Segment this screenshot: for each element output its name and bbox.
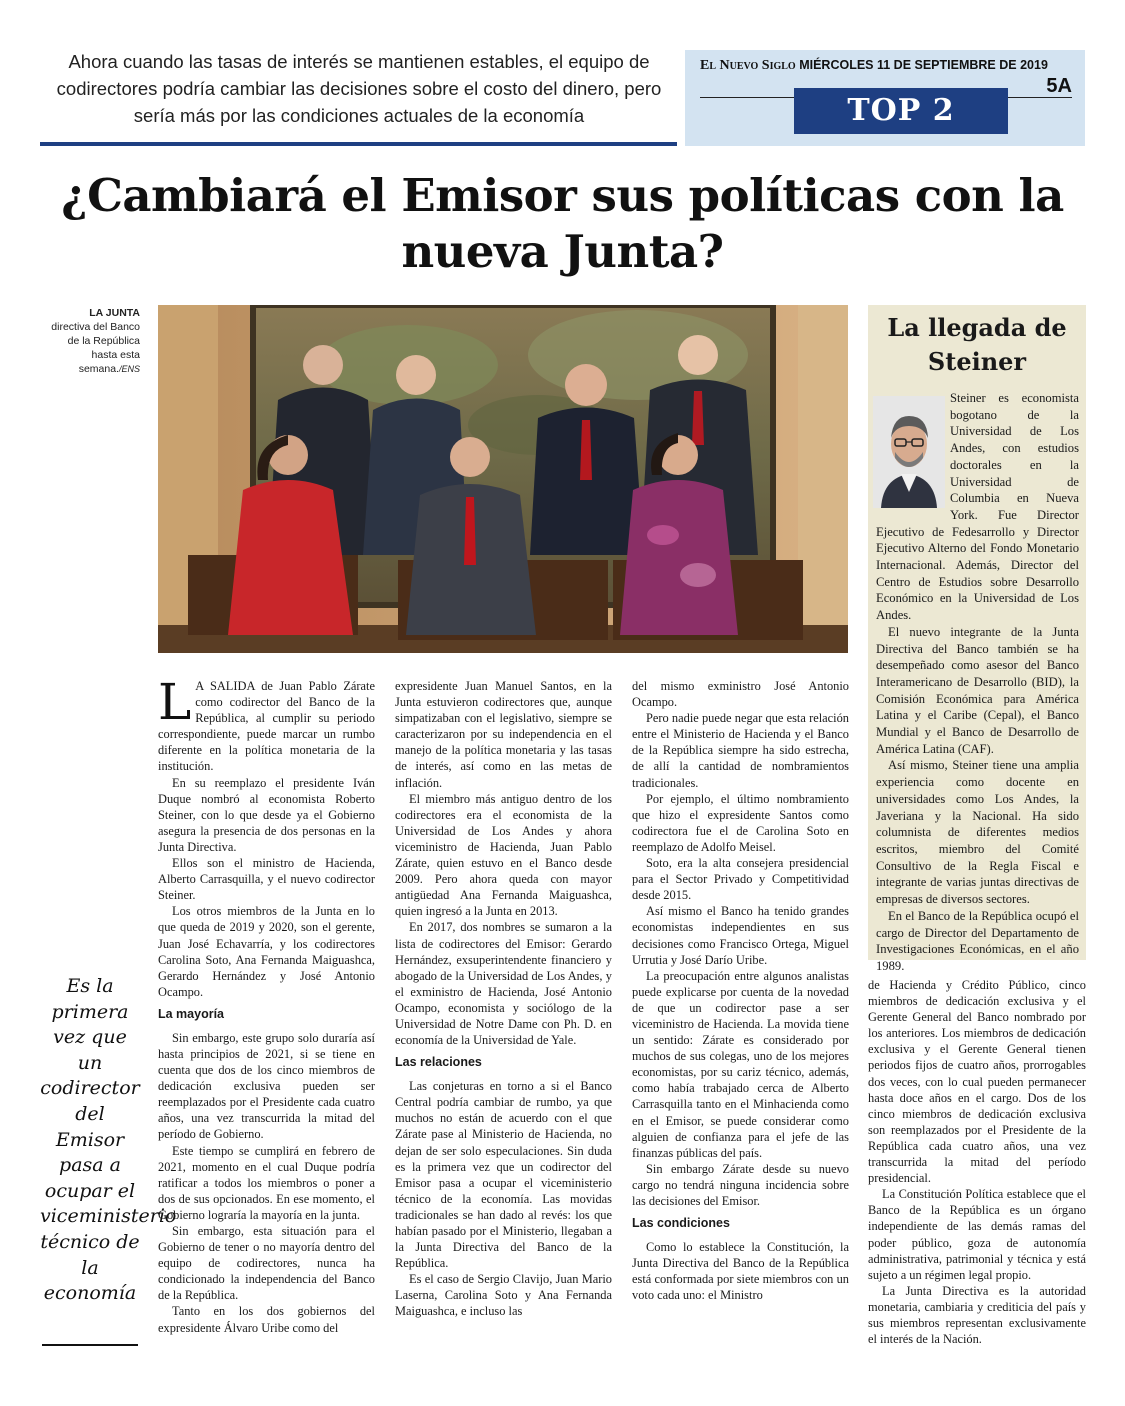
sidebar-paragraph: En el Banco de la República ocupó el cargo de Director del Departamento de Investigaciones Económicas, en el año 1989.	[876, 908, 1079, 973]
article-paragraph: Este tiempo se cumplirá en febrero de 2021, momento en el cual Duque podría ratificar a todos los miembros o poner a dos de sus opcionados. En ese momento, el Gobierno lograría la mayoría en la junta.	[158, 1143, 375, 1222]
lead-text: A SALIDA de Juan Pablo Zárate como codirector del Banco de la República, al cumplir su periodo correspondiente, puede marcar un rumbo diferente en la política monetaria de la institución.	[158, 679, 375, 774]
article-paragraph: Sin embargo Zárate desde su nuevo cargo no tendrá ninguna incidencia sobre las decisiones del Emisor.	[632, 1161, 849, 1208]
dropcap: L	[158, 673, 192, 731]
board-group-photo-illustration	[158, 305, 848, 653]
section-tag: TOP 2	[794, 88, 1008, 134]
portrait-spacer	[876, 390, 950, 508]
caption-text: directiva del Banco de la República hasta esta semana.	[51, 321, 140, 375]
article-paragraph: Así mismo el Banco ha tenido grandes economistas independientes en sus decisiones como Francisco Ortega, Miguel Urrutia y José Darío Uribe.	[632, 904, 849, 967]
deck-divider	[40, 142, 677, 146]
article-paragraph: Como lo establece la Constitución, la Junta Directiva del Banco de la República está conformada por siete miembros con un voto cada uno: el Ministro	[632, 1240, 849, 1303]
board-group-photo	[158, 305, 848, 653]
article-column-4	[868, 977, 1086, 1347]
article-column-1	[158, 673, 375, 1336]
pull-quote: Es la primera vez que un codirector del Emisor pasa a ocupar el viceministerio técnico de la economía	[40, 975, 177, 1305]
sidebar-paragraph: El nuevo integrante de la Junta Directiva del Banco también se ha desempeñado como asesor del Banco Interamericano de Desarrollo (BID), la Comisión Económica para América Latina y el Caribe (Cepal), el Banco Mundial y el Banco de Desarrollo de América Latina (CAF).	[876, 624, 1079, 756]
page-number: 5A	[1046, 75, 1072, 97]
article-column-3	[632, 678, 849, 1303]
article-paragraph: del mismo exministro José Antonio Ocampo.	[632, 679, 849, 710]
article-paragraph: En su reemplazo el presidente Iván Duque nombró al economista Roberto Steiner, con lo que desde ya el Gobierno asegura la presencia de dos personas en la Junta Directiva.	[158, 775, 375, 854]
article-paragraph: Tanto en los dos gobiernos del expresidente Álvaro Uribe como del	[158, 1304, 375, 1335]
article-paragraph: La Constitución Política establece que el Banco de la República es un órgano independiente de las demás ramas del poder público, goza de autonomía administrativa, patrimonial y técnica y está sujeto a un régimen legal propio.	[868, 1187, 1086, 1282]
article-paragraph: Sin embargo, esta situación para el Gobierno de tener o no mayoría dentro del equipo de codirectores, nunca ha condicionado la independencia del Banco de la República.	[158, 1224, 375, 1303]
article-paragraph: Es el caso de Sergio Clavijo, Juan Mario Laserna, Carolina Soto y Ana Fernanda Maiguashca, e incluso las	[395, 1272, 612, 1319]
article-paragraph: Soto, era la alta consejera presidencial para el Sector Privado y Competitividad desde 2015.	[632, 856, 849, 903]
subheading: Las relaciones	[395, 1055, 482, 1070]
article-column-2	[395, 678, 612, 1320]
header-deck: Ahora cuando las tasas de interés se mantienen estables, el equipo de codirectores podría cambiar las decisiones sobre el costo del dinero, pero sería más por las condiciones actuales de la economía	[56, 51, 662, 126]
pull-quote-rule	[42, 1344, 138, 1346]
sidebar-paragraph: Así mismo, Steiner tiene una amplia experiencia como docente en universidades como Los Andes, la Javeriana y la Nacional. Ha sido columnista de diferentes medios escritos, miembro del Comité Consultivo de la Regla Fiscal e integrante de varias juntas directivas de empresas de diversos sectores.	[876, 758, 1079, 907]
article-paragraph: En 2017, dos nombres se sumaron a la lista de codirectores del Emisor: Gerardo Hernández, exsuperintendente financiero y abogado de la Universidad de Los Andes, y el exministro de Hacienda, José Antonio Ocampo, economista y sociólogo de la Universidad de Notre Dame con Ph. D. en economía de la Universidad de Yale.	[395, 920, 612, 1048]
article-paragraph: Los otros miembros de la Junta en lo que queda de 2019 y 2020, son el gerente, Juan José Echavarría, y los codirectores Carolina Soto, Ana Fernanda Maiguashca, Gerardo Hernández y José Antonio Ocampo.	[158, 904, 375, 999]
article-paragraph: La preocupación entre algunos analistas puede explicarse por cuenta de la novedad de que un codirector pase a ser viceministro de Hacienda. La movida tiene un sentido: Zárate es considerado por muchos de sus colegas, uno de los mejores economistas, por su cariz técnico, además, como había trabajado cerca de Alberto Carrasquilla tanto en el Minhacienda como en el Emisor, se puede considerar como alguien de confianza para el jefe de las finanzas públicas del país.	[632, 968, 849, 1160]
sidebar-title: La llegada de Steiner	[887, 313, 1067, 376]
newspaper-name: El Nuevo Siglo	[700, 58, 796, 73]
caption-lead: LA JUNTA	[89, 307, 140, 319]
photo-credit: /ENS	[118, 364, 140, 374]
issue-date: MIÉRCOLES 11 DE SEPTIEMBRE DE 2019	[799, 58, 1048, 72]
article-paragraph	[158, 673, 375, 775]
article-paragraph: expresidente Juan Manuel Santos, en la Junta estuvieron codirectores que, aunque simpatizaban con el legislativo, siempre se caracterizaron por su independencia en el manejo de la política monetaria y las tasas de interés, así como en las metas de inflación.	[395, 679, 612, 790]
sidebar-paragraph: Steiner es economista bogotano de la Universidad de Los Andes, con estudios doctorales en la Universidad de Columbia en Nueva York. Fue Director Ejecutivo de Fedesarrollo y Director Ejecutivo Alterno del Fondo Monetario Internacional. Además, Director del Centro de Estudios sobre Desarrollo Económico en la Universidad de Los Andes.	[876, 391, 1079, 623]
article-paragraph: Sin embargo, este grupo solo duraría así hasta principios de 2021, si se tiene en cuenta que dos de los cinco miembros de dedicación exclusiva pueden ser reemplazados por el Presidente cada cuatro años, una vez transcurrida la mitad del período de Gobierno.	[158, 1030, 375, 1142]
article-paragraph: Ellos son el ministro de Hacienda, Alberto Carrasquilla, y el nuevo codirector Steiner.	[158, 856, 375, 903]
photo-caption	[40, 306, 140, 376]
article-paragraph: Las conjeturas en torno a si el Banco Central podría cambiar de rumbo, ya que muchos no están de acuerdo con el que Zárate pase al Ministerio de Hacienda, no dejan de ser solo especulaciones. Sin duda es la primera vez que un codirector del Emisor pasa a ocupar el viceministerio técnico de la economía. Las movidas tradicionales se han dado al revés: los que habían pasado por el Ministerio, llegaban a la Junta Directiva del Banco de la República.	[395, 1079, 612, 1271]
article-paragraph: El miembro más antiguo dentro de los codirectores era el economista de la Universidad de Los Andes y ahora viceministro de Hacienda, Juan Pablo Zárate, quien estuvo en el Banco desde 2009. Pero ahora queda con mayor antigüedad Ana Fernanda Maiguashca, quien ingresó a la Junta en 2013.	[395, 791, 612, 919]
subheading: Las condiciones	[632, 1216, 730, 1231]
sidebar-body	[876, 390, 1079, 975]
subheading: La mayoría	[158, 1006, 225, 1021]
article-paragraph: Por ejemplo, el último nombramiento que hizo el expresidente Santos como codirectora fue el de Carolina Soto en reemplazo de Adolfo Meisel.	[632, 791, 849, 854]
headline: ¿Cambiará el Emisor sus políticas con la nueva Junta?	[61, 169, 1064, 278]
article-paragraph: La Junta Directiva es la autoridad monetaria, cambiaria y crediticia del país y sus miembros representan exclusivamente el interés de la Nación.	[868, 1283, 1086, 1347]
article-paragraph: Pero nadie puede negar que esta relación entre el Ministerio de Hacienda y el Banco de la República siempre ha sido estrecha, de allí la cantidad de nombramientos tradicionales.	[632, 711, 849, 790]
article-paragraph: de Hacienda y Crédito Público, cinco miembros de dedicación exclusiva y el Gerente General del Banco nombrado por los anteriores. Los miembros de dedicación exclusiva y el Gerente General tienen periodos fijos de cuatro años, prorrogables dos veces, con lo cual pueden permanecer hasta doce años en el cargo. Dos de los cinco miembros de dedicación exclusiva son reemplazados por el Presidente de la República cada cuatro años, una vez transcurrida la mitad del período presidencial.	[868, 978, 1086, 1186]
